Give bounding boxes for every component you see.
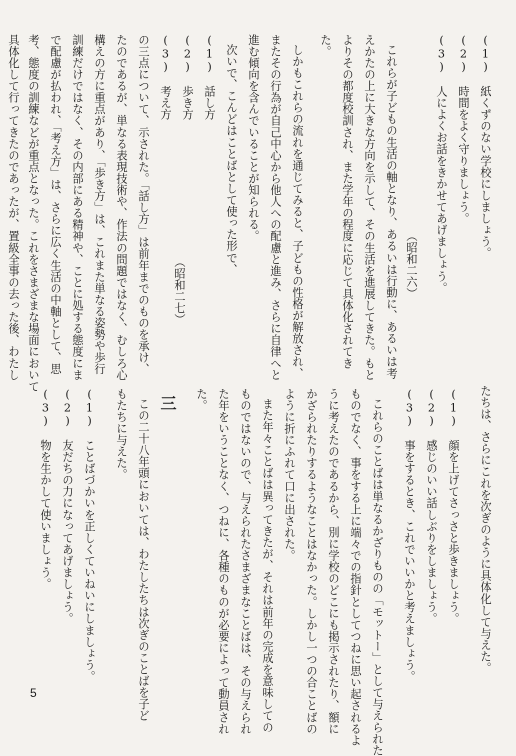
paragraph-line: 考、態度の訓練などが重点となった。これをさまざまな場面において bbox=[27, 34, 40, 393]
list-item: (3) 事をするとき、これでいいかと考えましょう。 bbox=[403, 388, 416, 683]
paragraph-line: ように折にふれて口に出された。 bbox=[283, 388, 296, 562]
list-item: (1) 紙くずのない学校にしましょう。 bbox=[479, 34, 492, 259]
paragraph-line: た。 bbox=[319, 34, 332, 58]
paragraph-line: えかたの上に大きな方向を示して、その生活を進展してきた。もと bbox=[363, 34, 376, 381]
paragraph-line: しかもこれらの流れを通じてみると、子どもの性格が解放され、 bbox=[291, 44, 304, 379]
paragraph-line: また年々ことばは異ってきたが、それは前年の完成を意味しての bbox=[261, 398, 274, 733]
paragraph-line: 構えの方に重点があり、「歩き方」は、これまた単なる姿勢や歩行 bbox=[93, 34, 106, 375]
paragraph-line: た。 bbox=[195, 388, 208, 412]
list-item: (1) 話し方 bbox=[203, 34, 216, 121]
paragraph-line: これらのことばは単なるかざりものの「モットー」として与えられた bbox=[371, 398, 384, 756]
paragraph-line: たのであるが、単なる表現技術や、作法の問題ではなく、むしろ心 bbox=[115, 34, 128, 381]
paragraph-line: もたちに与えた。 bbox=[115, 388, 128, 481]
page-number: 5 bbox=[30, 686, 37, 700]
paragraph-line: 次いで、こんどはことばとして使った形で、 bbox=[225, 44, 238, 275]
list-item: (3) 物を生かして使いましょう。 bbox=[39, 388, 52, 590]
paragraph-line: の三点について、示された。「話し方」は前年までのものを承け、 bbox=[137, 34, 150, 375]
paragraph-line: よりその都度校訓され、また学年の程度に応じて具体化されてき bbox=[341, 34, 354, 369]
paragraph-line: 具体化して行ってきたのであったが、置級全事の去った後、わたし bbox=[7, 34, 20, 381]
paragraph-line: これらが子どもの生活の軸となり、あるいは行動に、あるいは考 bbox=[385, 44, 398, 379]
paragraph-line: で配慮が払われ、「考え方」は、さらに広く生活の中軸として、思 bbox=[49, 34, 62, 375]
paragraph-line: た年をいうことなく、つねに、各種のものが必要によって動員され bbox=[217, 388, 230, 735]
paragraph-line: たちは、さらにこれを次ぎのように具体化して与えた。 bbox=[479, 385, 492, 674]
year-note: （昭和二六） bbox=[405, 230, 418, 300]
list-item: (2) 友だちの力になってあげましょう。 bbox=[61, 388, 74, 625]
section-heading: 三 bbox=[158, 395, 177, 412]
paragraph-line: かざられたりするようなことはなかった。しかし一つの合ことばの bbox=[305, 388, 318, 735]
paragraph-line: またその行為が自己中心から他人への配慮と進み、さらに自律へと bbox=[269, 34, 282, 381]
paragraph-line: 進む傾向を含んでいることが知られる。 bbox=[247, 34, 260, 242]
paragraph-line: ものでなく、事をする上に端々での指針としてつねに思い起されるよ bbox=[349, 388, 362, 747]
paragraph-line: この二十八年頭においては、わたしたちは次ぎのことばを子ど bbox=[137, 398, 150, 722]
list-item: (3) 考え方 bbox=[159, 34, 172, 121]
year-note: （昭和二七） bbox=[173, 256, 186, 326]
list-item: (3) 人によくお話をきかせてあげましょう。 bbox=[435, 34, 448, 294]
paragraph-line: 訓練だけではなく、その内部にある精神や、ことに処する態度にま bbox=[71, 34, 84, 381]
paragraph-line: うに考えたのであるから、別に学校のどこにも掲示されたり、額に bbox=[327, 388, 340, 735]
list-item: (2) 歩き方 bbox=[181, 34, 194, 121]
list-item: (2) 感じのいい話しぶりをしましょう。 bbox=[425, 388, 438, 625]
paragraph-line: ものではないので、与えられたさまざまなことばは、その与えられ bbox=[239, 388, 252, 735]
list-item: (1) 顔を上げてさっさと歩きましょう。 bbox=[447, 388, 460, 625]
list-item: (2) 時間をよく守りましょう。 bbox=[457, 34, 470, 225]
list-item: (1) ことばづかいを正しくていねいにしましょう。 bbox=[83, 388, 96, 683]
